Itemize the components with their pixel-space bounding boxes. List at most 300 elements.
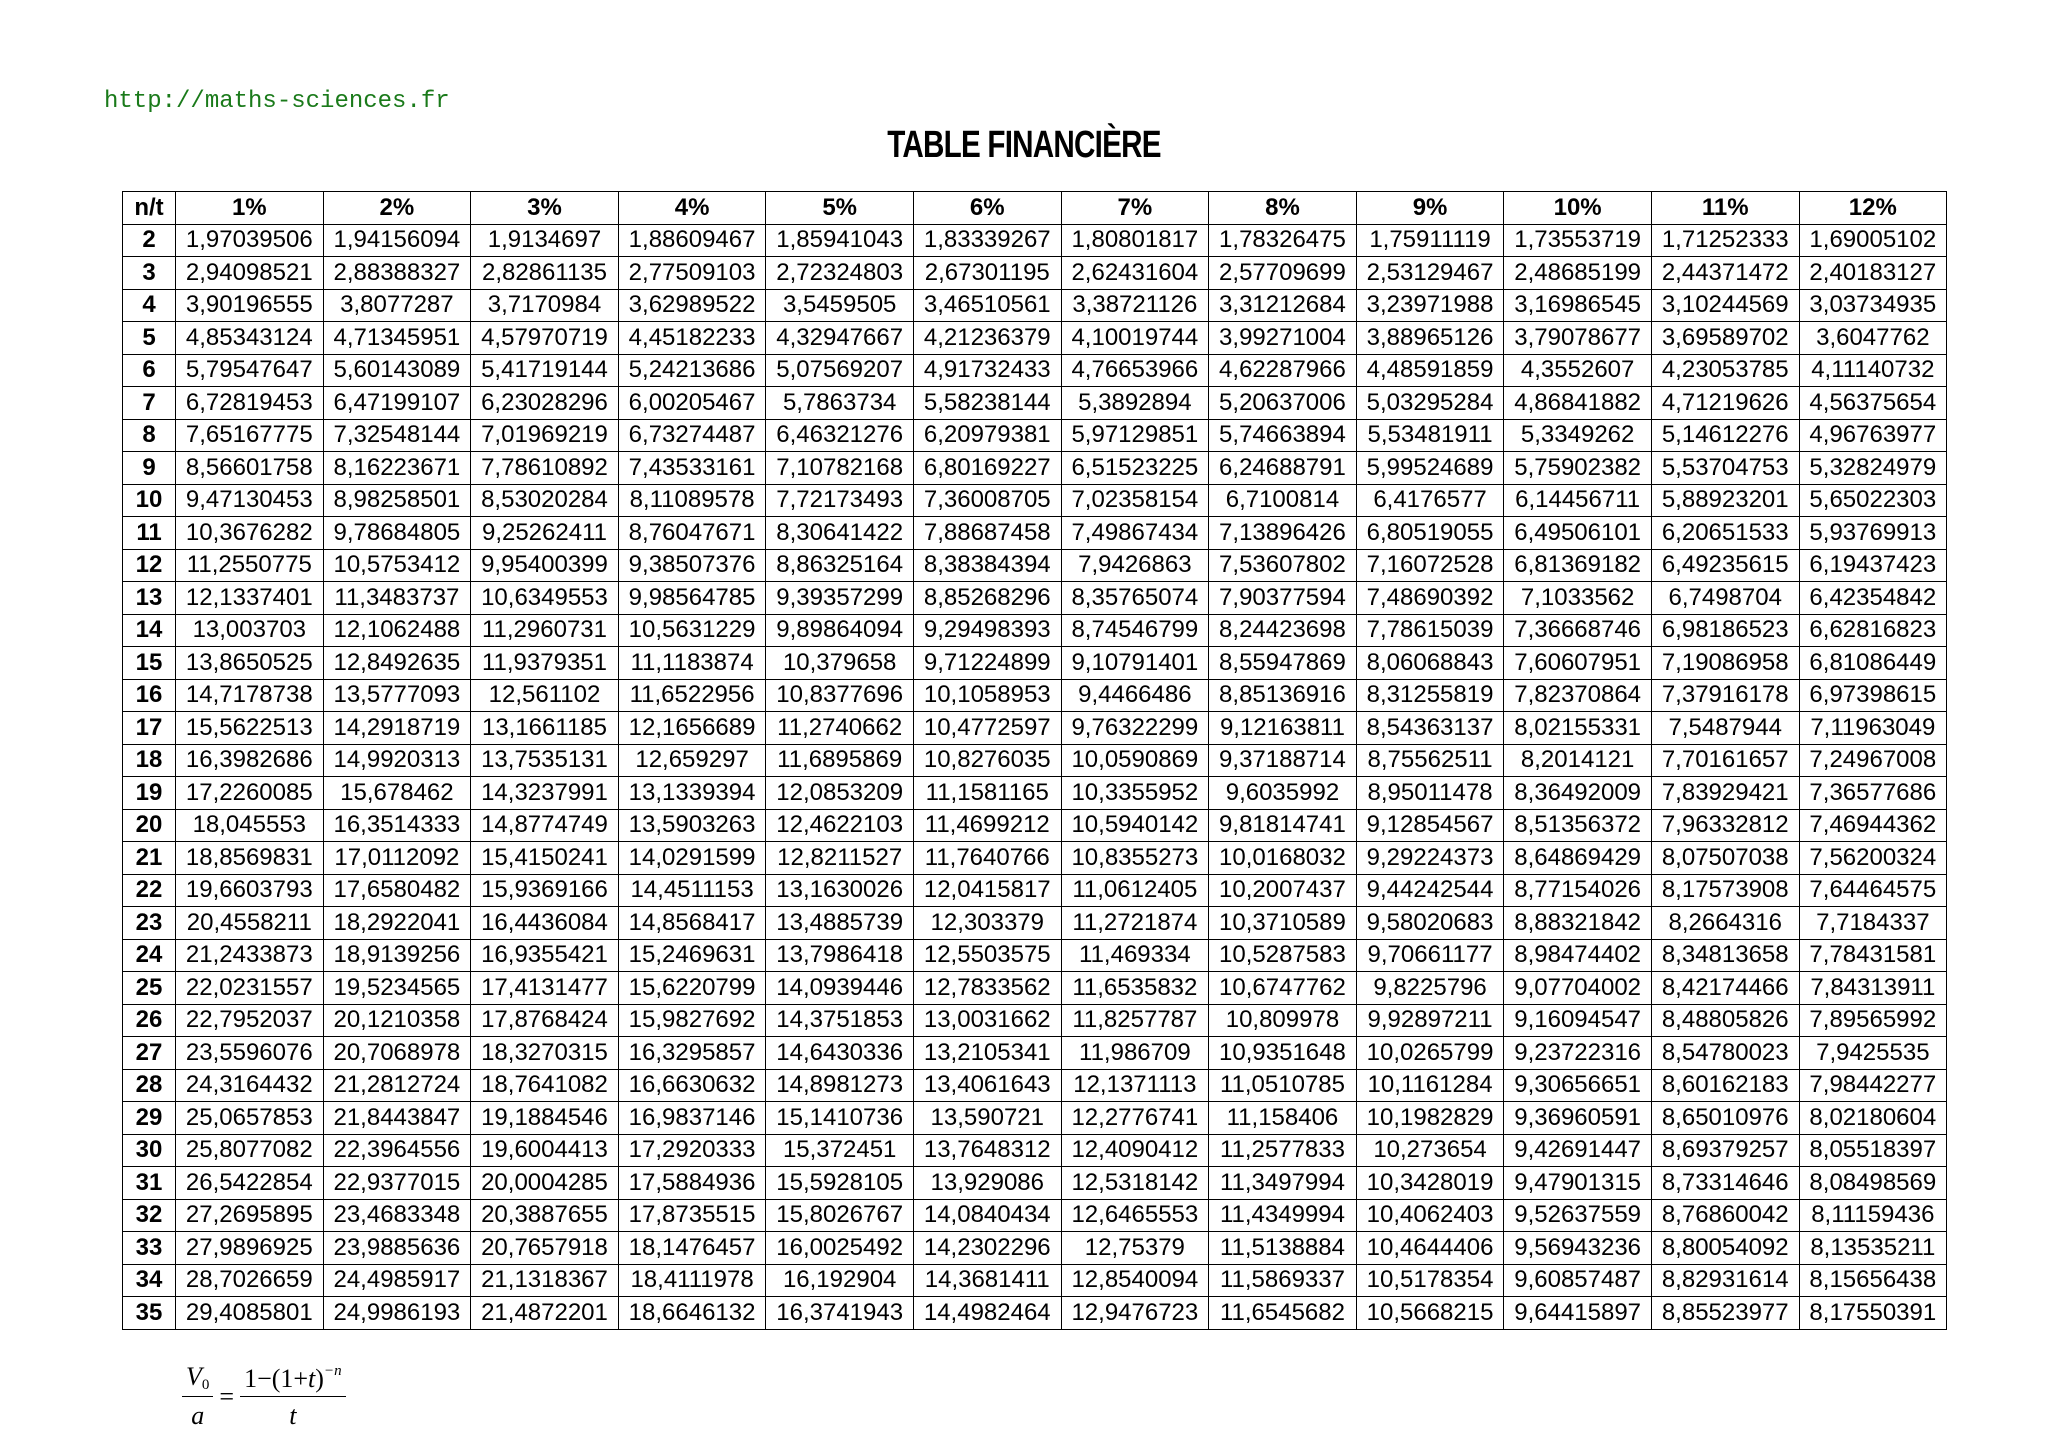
table-cell: 3,90196555 <box>176 289 324 322</box>
table-cell: 6,00205467 <box>618 387 766 420</box>
table-cell: 8,02180604 <box>1799 1102 1947 1135</box>
table-cell: 20,7657918 <box>471 1232 619 1265</box>
row-label-n: 18 <box>123 744 176 777</box>
formula-lhs-denominator: a <box>191 1401 205 1430</box>
table-cell: 16,192904 <box>766 1264 914 1297</box>
row-label-n: 32 <box>123 1199 176 1232</box>
column-header-rate: 2% <box>323 192 471 225</box>
table-cell: 5,07569207 <box>766 354 914 387</box>
table-cell: 7,96332812 <box>1651 809 1799 842</box>
table-cell: 7,7184337 <box>1799 907 1947 940</box>
table-cell: 11,5869337 <box>1209 1264 1357 1297</box>
table-cell: 25,8077082 <box>176 1134 324 1167</box>
table-cell: 11,986709 <box>1061 1037 1209 1070</box>
page-title: TABLE FINANCIÈRE <box>887 124 1161 166</box>
table-cell: 24,4985917 <box>323 1264 471 1297</box>
table-cell: 7,89565992 <box>1799 1004 1947 1037</box>
row-label-n: 13 <box>123 582 176 615</box>
table-cell: 11,4349994 <box>1209 1199 1357 1232</box>
table-cell: 11,158406 <box>1209 1102 1357 1135</box>
table-cell: 27,9896925 <box>176 1232 324 1265</box>
table-cell: 14,9920313 <box>323 744 471 777</box>
table-cell: 9,70661177 <box>1356 939 1504 972</box>
table-cell: 6,62816823 <box>1799 614 1947 647</box>
table-cell: 7,78431581 <box>1799 939 1947 972</box>
row-label-n: 30 <box>123 1134 176 1167</box>
table-cell: 6,24688791 <box>1209 452 1357 485</box>
table-cell: 10,0590869 <box>1061 744 1209 777</box>
table-cell: 12,303379 <box>913 907 1061 940</box>
table-cell: 14,6430336 <box>766 1037 914 1070</box>
site-url[interactable]: http://maths-sciences.fr <box>104 88 450 115</box>
table-cell: 7,64464575 <box>1799 874 1947 907</box>
table-row <box>123 289 1947 322</box>
table-cell: 10,0265799 <box>1356 1037 1504 1070</box>
table-cell: 11,2550775 <box>176 549 324 582</box>
table-cell: 18,1476457 <box>618 1232 766 1265</box>
table-cell: 22,0231557 <box>176 972 324 1005</box>
table-cell: 12,1656689 <box>618 712 766 745</box>
row-label-n: 24 <box>123 939 176 972</box>
table-cell: 15,8026767 <box>766 1199 914 1232</box>
table-cell: 5,14612276 <box>1651 419 1799 452</box>
table-cell: 7,60607951 <box>1504 647 1652 680</box>
table-cell: 8,54780023 <box>1651 1037 1799 1070</box>
table-cell: 6,23028296 <box>471 387 619 420</box>
table-cell: 7,02358154 <box>1061 484 1209 517</box>
table-cell: 5,58238144 <box>913 387 1061 420</box>
table-cell: 11,2740662 <box>766 712 914 745</box>
table-cell: 16,3295857 <box>618 1037 766 1070</box>
table-cell: 10,5668215 <box>1356 1297 1504 1330</box>
table-cell: 3,5459505 <box>766 289 914 322</box>
table-cell: 18,8569831 <box>176 842 324 875</box>
table-cell: 8,64869429 <box>1504 842 1652 875</box>
table-cell: 9,10791401 <box>1061 647 1209 680</box>
table-cell: 14,3681411 <box>913 1264 1061 1297</box>
table-cell: 13,929086 <box>913 1167 1061 1200</box>
row-label-n: 10 <box>123 484 176 517</box>
row-label-n: 17 <box>123 712 176 745</box>
table-cell: 8,2014121 <box>1504 744 1652 777</box>
table-cell: 12,4622103 <box>766 809 914 842</box>
table-cell: 6,19437423 <box>1799 549 1947 582</box>
column-header-rate: 1% <box>176 192 324 225</box>
table-cell: 7,65167775 <box>176 419 324 452</box>
table-cell: 7,36577686 <box>1799 777 1947 810</box>
table-cell: 8,15656438 <box>1799 1264 1947 1297</box>
table-cell: 1,80801817 <box>1061 224 1209 257</box>
table-cell: 9,29498393 <box>913 614 1061 647</box>
table-cell: 22,3964556 <box>323 1134 471 1167</box>
table-cell: 2,48685199 <box>1504 257 1652 290</box>
table-cell: 11,2721874 <box>1061 907 1209 940</box>
table-cell: 5,20637006 <box>1209 387 1357 420</box>
row-label-n: 15 <box>123 647 176 680</box>
table-cell: 12,0853209 <box>766 777 914 810</box>
table-cell: 8,85523977 <box>1651 1297 1799 1330</box>
table-cell: 10,3676282 <box>176 517 324 550</box>
row-label-n: 31 <box>123 1167 176 1200</box>
table-cell: 1,94156094 <box>323 224 471 257</box>
row-label-n: 5 <box>123 322 176 355</box>
table-cell: 6,20979381 <box>913 419 1061 452</box>
table-cell: 13,7648312 <box>913 1134 1061 1167</box>
table-cell: 4,45182233 <box>618 322 766 355</box>
table-row <box>123 744 1947 777</box>
table-cell: 10,379658 <box>766 647 914 680</box>
table-cell: 12,9476723 <box>1061 1297 1209 1330</box>
table-cell: 12,1337401 <box>176 582 324 615</box>
table-cell: 7,48690392 <box>1356 582 1504 615</box>
table-cell: 4,85343124 <box>176 322 324 355</box>
table-cell: 7,13896426 <box>1209 517 1357 550</box>
table-cell: 3,03734935 <box>1799 289 1947 322</box>
table-cell: 7,72173493 <box>766 484 914 517</box>
table-cell: 4,86841882 <box>1504 387 1652 420</box>
table-cell: 8,65010976 <box>1651 1102 1799 1135</box>
row-label-n: 2 <box>123 224 176 257</box>
table-cell: 11,9379351 <box>471 647 619 680</box>
table-cell: 15,9369166 <box>471 874 619 907</box>
table-cell: 5,60143089 <box>323 354 471 387</box>
table-cell: 13,7986418 <box>766 939 914 972</box>
table-cell: 10,5178354 <box>1356 1264 1504 1297</box>
table-cell: 18,6646132 <box>618 1297 766 1330</box>
table-cell: 8,36492009 <box>1504 777 1652 810</box>
table-cell: 16,9355421 <box>471 939 619 972</box>
table-cell: 26,5422854 <box>176 1167 324 1200</box>
table-cell: 11,8257787 <box>1061 1004 1209 1037</box>
table-row <box>123 1134 1947 1167</box>
table-cell: 13,8650525 <box>176 647 324 680</box>
table-cell: 13,5903263 <box>618 809 766 842</box>
table-cell: 15,2469631 <box>618 939 766 972</box>
table-cell: 7,84313911 <box>1799 972 1947 1005</box>
table-cell: 6,81369182 <box>1504 549 1652 582</box>
table-cell: 8,42174466 <box>1651 972 1799 1005</box>
table-cell: 14,4511153 <box>618 874 766 907</box>
table-cell: 1,85941043 <box>766 224 914 257</box>
table-cell: 13,2105341 <box>913 1037 1061 1070</box>
table-cell: 14,3751853 <box>766 1004 914 1037</box>
table-cell: 9,29224373 <box>1356 842 1504 875</box>
table-cell: 6,98186523 <box>1651 614 1799 647</box>
table-row <box>123 1232 1947 1265</box>
table-cell: 8,69379257 <box>1651 1134 1799 1167</box>
table-cell: 11,5138884 <box>1209 1232 1357 1265</box>
table-cell: 7,5487944 <box>1651 712 1799 745</box>
table-cell: 2,94098521 <box>176 257 324 290</box>
table-cell: 10,5631229 <box>618 614 766 647</box>
table-cell: 5,53704753 <box>1651 452 1799 485</box>
table-cell: 15,5928105 <box>766 1167 914 1200</box>
row-label-n: 9 <box>123 452 176 485</box>
table-cell: 3,38721126 <box>1061 289 1209 322</box>
table-header-row <box>123 192 1947 225</box>
table-cell: 1,9134697 <box>471 224 619 257</box>
table-cell: 16,3741943 <box>766 1297 914 1330</box>
table-cell: 10,3355952 <box>1061 777 1209 810</box>
table-cell: 3,23971988 <box>1356 289 1504 322</box>
table-row <box>123 907 1947 940</box>
table-cell: 23,4683348 <box>323 1199 471 1232</box>
row-label-n: 25 <box>123 972 176 1005</box>
table-cell: 8,76860042 <box>1651 1199 1799 1232</box>
table-cell: 18,7641082 <box>471 1069 619 1102</box>
row-label-n: 7 <box>123 387 176 420</box>
table-cell: 6,80169227 <box>913 452 1061 485</box>
table-cell: 10,9351648 <box>1209 1037 1357 1070</box>
table-cell: 9,23722316 <box>1504 1037 1652 1070</box>
table-cell: 8,11089578 <box>618 484 766 517</box>
table-cell: 1,78326475 <box>1209 224 1357 257</box>
table-cell: 4,57970719 <box>471 322 619 355</box>
table-cell: 9,30656651 <box>1504 1069 1652 1102</box>
table-cell: 12,1062488 <box>323 614 471 647</box>
column-header-rate: 7% <box>1061 192 1209 225</box>
table-cell: 3,99271004 <box>1209 322 1357 355</box>
table-cell: 7,88687458 <box>913 517 1061 550</box>
table-cell: 5,99524689 <box>1356 452 1504 485</box>
table-cell: 9,64415897 <box>1504 1297 1652 1330</box>
table-cell: 9,38507376 <box>618 549 766 582</box>
table-cell: 12,6465553 <box>1061 1199 1209 1232</box>
table-cell: 4,71219626 <box>1651 387 1799 420</box>
table-cell: 21,1318367 <box>471 1264 619 1297</box>
table-cell: 4,56375654 <box>1799 387 1947 420</box>
table-cell: 21,8443847 <box>323 1102 471 1135</box>
table-cell: 13,4885739 <box>766 907 914 940</box>
row-label-n: 34 <box>123 1264 176 1297</box>
table-cell: 10,5287583 <box>1209 939 1357 972</box>
table-cell: 12,659297 <box>618 744 766 777</box>
table-cell: 8,24423698 <box>1209 614 1357 647</box>
table-cell: 20,7068978 <box>323 1037 471 1070</box>
table-cell: 14,2918719 <box>323 712 471 745</box>
table-cell: 12,7833562 <box>913 972 1061 1005</box>
table-cell: 7,32548144 <box>323 419 471 452</box>
table-cell: 9,92897211 <box>1356 1004 1504 1037</box>
table-cell: 5,97129851 <box>1061 419 1209 452</box>
table-cell: 14,0291599 <box>618 842 766 875</box>
table-cell: 12,5503575 <box>913 939 1061 972</box>
table-cell: 7,78610892 <box>471 452 619 485</box>
table-cell: 28,7026659 <box>176 1264 324 1297</box>
row-label-n: 35 <box>123 1297 176 1330</box>
table-cell: 9,44242544 <box>1356 874 1504 907</box>
table-cell: 2,82861135 <box>471 257 619 290</box>
table-cell: 3,7170984 <box>471 289 619 322</box>
table-cell: 3,79078677 <box>1504 322 1652 355</box>
table-cell: 5,53481911 <box>1356 419 1504 452</box>
table-row <box>123 972 1947 1005</box>
table-cell: 9,25262411 <box>471 517 619 550</box>
row-label-n: 23 <box>123 907 176 940</box>
table-cell: 2,88388327 <box>323 257 471 290</box>
table-cell: 17,2260085 <box>176 777 324 810</box>
table-cell: 10,4062403 <box>1356 1199 1504 1232</box>
table-cell: 24,9986193 <box>323 1297 471 1330</box>
table-cell: 6,80519055 <box>1356 517 1504 550</box>
table-cell: 11,6895869 <box>766 744 914 777</box>
table-cell: 6,46321276 <box>766 419 914 452</box>
table-row <box>123 1167 1947 1200</box>
table-cell: 11,469334 <box>1061 939 1209 972</box>
row-label-n: 4 <box>123 289 176 322</box>
table-cell: 16,4436084 <box>471 907 619 940</box>
table-row <box>123 1069 1947 1102</box>
table-cell: 6,73274487 <box>618 419 766 452</box>
table-cell: 10,1058953 <box>913 679 1061 712</box>
table-cell: 8,38384394 <box>913 549 1061 582</box>
formula-lhs-fraction <box>182 1362 213 1431</box>
table-cell: 9,52637559 <box>1504 1199 1652 1232</box>
table-cell: 13,4061643 <box>913 1069 1061 1102</box>
table-cell: 8,31255819 <box>1356 679 1504 712</box>
table-cell: 12,1371113 <box>1061 1069 1209 1102</box>
table-cell: 5,88923201 <box>1651 484 1799 517</box>
table-cell: 9,6035992 <box>1209 777 1357 810</box>
table-cell: 29,4085801 <box>176 1297 324 1330</box>
table-cell: 16,9837146 <box>618 1102 766 1135</box>
table-cell: 10,1161284 <box>1356 1069 1504 1102</box>
table-cell: 15,9827692 <box>618 1004 766 1037</box>
table-cell: 18,045553 <box>176 809 324 842</box>
table-cell: 15,4150241 <box>471 842 619 875</box>
table-cell: 8,98474402 <box>1504 939 1652 972</box>
table-row <box>123 647 1947 680</box>
table-cell: 9,58020683 <box>1356 907 1504 940</box>
column-header-rate: 5% <box>766 192 914 225</box>
table-row <box>123 614 1947 647</box>
table-cell: 7,24967008 <box>1799 744 1947 777</box>
table-cell: 9,98564785 <box>618 582 766 615</box>
table-cell: 17,0112092 <box>323 842 471 875</box>
table-cell: 11,3497994 <box>1209 1167 1357 1200</box>
table-cell: 18,9139256 <box>323 939 471 972</box>
table-cell: 15,6220799 <box>618 972 766 1005</box>
table-cell: 20,0004285 <box>471 1167 619 1200</box>
table-cell: 5,32824979 <box>1799 452 1947 485</box>
table-cell: 8,55947869 <box>1209 647 1357 680</box>
table-cell: 9,12163811 <box>1209 712 1357 745</box>
table-cell: 8,56601758 <box>176 452 324 485</box>
row-label-n: 28 <box>123 1069 176 1102</box>
table-row <box>123 712 1947 745</box>
table-cell: 8,80054092 <box>1651 1232 1799 1265</box>
table-cell: 7,90377594 <box>1209 582 1357 615</box>
column-header-rate: 4% <box>618 192 766 225</box>
table-cell: 2,77509103 <box>618 257 766 290</box>
table-cell: 7,10782168 <box>766 452 914 485</box>
table-cell: 9,60857487 <box>1504 1264 1652 1297</box>
table-cell: 8,98258501 <box>323 484 471 517</box>
table-cell: 8,11159436 <box>1799 1199 1947 1232</box>
table-cell: 9,4466486 <box>1061 679 1209 712</box>
table-cell: 9,47130453 <box>176 484 324 517</box>
table-cell: 13,1661185 <box>471 712 619 745</box>
table-cell: 6,20651533 <box>1651 517 1799 550</box>
table-cell: 13,5777093 <box>323 679 471 712</box>
table-cell: 10,809978 <box>1209 1004 1357 1037</box>
table-cell: 7,83929421 <box>1651 777 1799 810</box>
table-cell: 1,97039506 <box>176 224 324 257</box>
table-cell: 11,7640766 <box>913 842 1061 875</box>
table-cell: 19,6004413 <box>471 1134 619 1167</box>
table-cell: 12,2776741 <box>1061 1102 1209 1135</box>
table-cell: 8,51356372 <box>1504 809 1652 842</box>
table-cell: 11,1581165 <box>913 777 1061 810</box>
row-label-n: 14 <box>123 614 176 647</box>
row-label-n: 3 <box>123 257 176 290</box>
table-cell: 12,8211527 <box>766 842 914 875</box>
table-cell: 12,5318142 <box>1061 1167 1209 1200</box>
table-cell: 7,49867434 <box>1061 517 1209 550</box>
table-row <box>123 322 1947 355</box>
table-cell: 6,72819453 <box>176 387 324 420</box>
column-header-rate: 8% <box>1209 192 1357 225</box>
table-cell: 20,3887655 <box>471 1199 619 1232</box>
table-cell: 6,49235615 <box>1651 549 1799 582</box>
formula-equals: = <box>219 1381 235 1411</box>
table-cell: 10,5753412 <box>323 549 471 582</box>
table-cell: 8,05518397 <box>1799 1134 1947 1167</box>
table-cell: 17,2920333 <box>618 1134 766 1167</box>
table-cell: 13,0031662 <box>913 1004 1061 1037</box>
table-cell: 3,31212684 <box>1209 289 1357 322</box>
table-cell: 19,1884546 <box>471 1102 619 1135</box>
table-row <box>123 484 1947 517</box>
table-cell: 3,16986545 <box>1504 289 1652 322</box>
table-row <box>123 1037 1947 1070</box>
table-cell: 10,8276035 <box>913 744 1061 777</box>
row-label-n: 11 <box>123 517 176 550</box>
table-cell: 8,73314646 <box>1651 1167 1799 1200</box>
table-cell: 18,3270315 <box>471 1037 619 1070</box>
table-cell: 14,3237991 <box>471 777 619 810</box>
table-cell: 5,3349262 <box>1504 419 1652 452</box>
table-cell: 5,7863734 <box>766 387 914 420</box>
table-row <box>123 549 1947 582</box>
table-cell: 6,51523225 <box>1061 452 1209 485</box>
table-cell: 3,69589702 <box>1651 322 1799 355</box>
table-cell: 10,3710589 <box>1209 907 1357 940</box>
table-row <box>123 1199 1947 1232</box>
table-cell: 7,9425535 <box>1799 1037 1947 1070</box>
table-row <box>123 224 1947 257</box>
table-cell: 1,75911119 <box>1356 224 1504 257</box>
table-row <box>123 777 1947 810</box>
table-cell: 7,19086958 <box>1651 647 1799 680</box>
table-cell: 10,3428019 <box>1356 1167 1504 1200</box>
table-cell: 5,03295284 <box>1356 387 1504 420</box>
table-cell: 8,85136916 <box>1209 679 1357 712</box>
column-header-rate: 10% <box>1504 192 1652 225</box>
table-cell: 17,5884936 <box>618 1167 766 1200</box>
table-cell: 7,16072528 <box>1356 549 1504 582</box>
table-cell: 7,46944362 <box>1799 809 1947 842</box>
table-cell: 10,8355273 <box>1061 842 1209 875</box>
formula-lhs-numerator: $V_0$ <box>182 1362 213 1397</box>
column-header-rate: 12% <box>1799 192 1947 225</box>
table-cell: 13,1339394 <box>618 777 766 810</box>
table-cell: 15,372451 <box>766 1134 914 1167</box>
table-cell: 11,2960731 <box>471 614 619 647</box>
financial-table <box>122 191 1947 1330</box>
table-cell: 2,72324803 <box>766 257 914 290</box>
table-cell: 9,76322299 <box>1061 712 1209 745</box>
